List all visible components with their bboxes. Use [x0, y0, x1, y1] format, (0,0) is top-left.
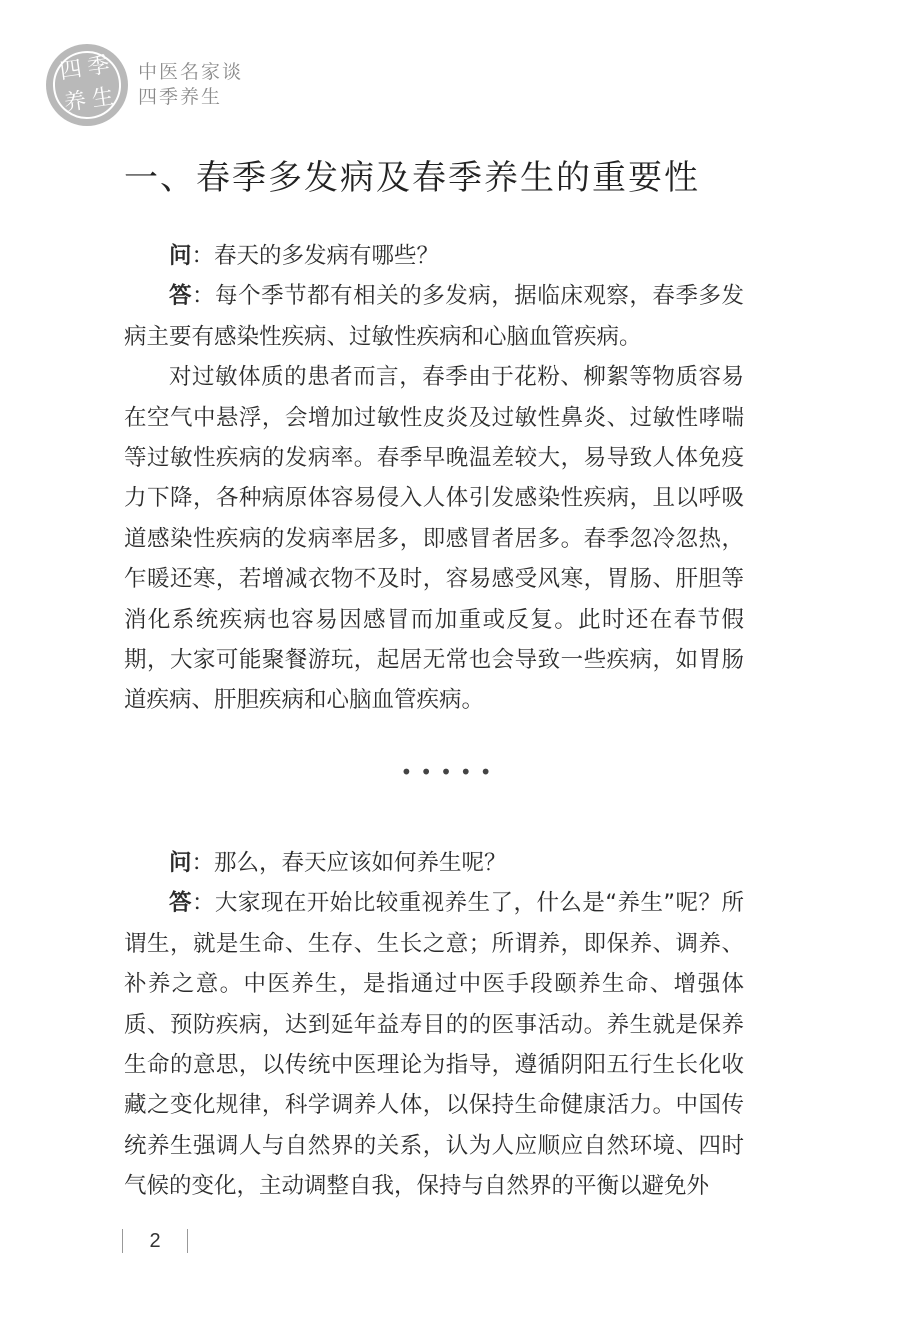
seal-char: 季: [85, 52, 112, 81]
running-header: [46, 40, 243, 130]
answer-paragraph: [124, 883, 744, 1206]
section-separator: •••••: [400, 760, 500, 784]
answer-text: ：大家现在开始比较重视养生了，什么是“养生”呢？所谓生，就是生命、生存、生长之意；所谓养，即保养、调养、补养之意。中医养生，是指通过中医手段颐养生命、增强体质、预防疾病，达到延年益寿目的的医事活动。养生就是保养生命的意思，以传统中医理论为指导，遵循阴阳五行生长化收藏之变化规律，科学调养人体，以保持生命健康活力。中国传统养生强调人与自然界的关系，认为人应顺应自然环境、四时气候的变化，主动调整自我，保持与自然界的平衡以避免外: [124, 890, 744, 1200]
answer-paragraph: [124, 276, 744, 357]
answer-label: 答: [169, 890, 192, 917]
page-footer: [122, 1228, 188, 1254]
section2-body: [124, 843, 744, 1207]
book-title-line2: 四季养生: [138, 86, 223, 108]
question-paragraph: [124, 236, 744, 276]
body-paragraph: 对过敏体质的患者而言，春季由于花粉、柳絮等物质容易在空气中悬浮，会增加过敏性皮炎及过敏性鼻炎、过敏性哮喘等过敏性疾病的发病率。春季早晚温差较大，易导致人体免疫力下降，各种病原体容易侵入人体引发感染性疾病，且以呼吸道感染性疾病的发病率居多，即感冒者居多。春季忽冷忽热，乍暖还寒，若增减衣物不及时，容易感受风寒，胃肠、肝胆等消化系统疾病也容易因感冒而加重或反复。此时还在春节假期，大家可能聚餐游玩，起居无常也会导致一些疾病，如胃肠道疾病、肝胆疾病和心脑血管疾病。: [124, 364, 744, 714]
book-title: [138, 60, 243, 110]
section1-body: [124, 236, 744, 721]
answer-text: ：每个季节都有相关的多发病，据临床观察，春季多发病主要有感染性疾病、过敏性疾病和心脑血管疾病。: [124, 283, 744, 350]
section-heading: 一、春季多发病及春季养生的重要性: [124, 158, 700, 198]
footer-divider-right: [187, 1229, 188, 1253]
seal-char: 生: [90, 84, 116, 113]
seal-inner: [49, 47, 126, 124]
seal-char: 养: [62, 88, 88, 117]
seal-char: 四: [58, 56, 84, 85]
seal-logo: [46, 44, 128, 126]
question-label: 问: [169, 850, 192, 876]
answer-label: 答: [169, 283, 193, 310]
question-paragraph: [124, 843, 744, 883]
question-text: ：春天的多发病有哪些？: [191, 243, 440, 269]
book-title-line1: 中医名家谈: [138, 61, 244, 83]
question-text: ：那么，春天应该如何养生呢？: [191, 850, 507, 876]
page-number: 2: [149, 1229, 161, 1252]
question-label: 问: [169, 243, 192, 269]
